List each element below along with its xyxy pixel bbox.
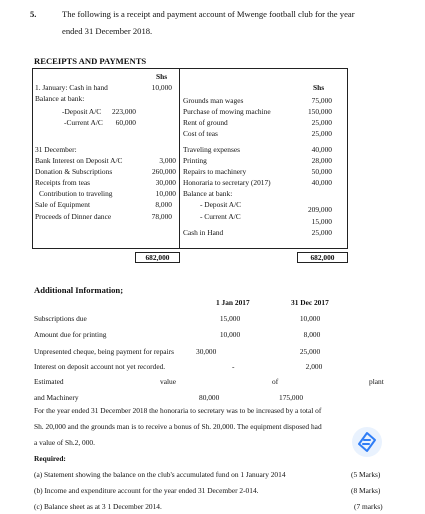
payment-label: Repairs to machinery — [183, 167, 247, 176]
question-text-line2: ended 31 December 2018. — [62, 26, 153, 36]
payment-label: Traveling expenses — [183, 145, 240, 154]
receipt-subamount: 223,000 — [111, 107, 136, 116]
receipt-label: 1. January: Cash in hand — [35, 83, 108, 92]
info-paragraph-line: For the year ended 31 December 2018 the honoraria to secretary was to be increased by a total of — [34, 406, 322, 415]
required-item-marks: (8 Marks) — [351, 486, 381, 495]
receipt-label: -Current A/C — [64, 118, 103, 127]
receipt-amount: 3,000 — [159, 156, 176, 165]
payment-label: - Deposit A/C — [200, 200, 242, 209]
receipt-amount: 8,000 — [155, 200, 172, 209]
info-value-dec: 25,000 — [299, 347, 321, 356]
receipt-amount: 10,000 — [151, 83, 172, 92]
payment-amount: 15,000 — [311, 217, 332, 226]
receipt-label: Proceeds of Dinner dance — [35, 212, 112, 221]
info-value-dec: 175,000 — [279, 393, 304, 402]
payment-label: Grounds man wages — [183, 96, 244, 105]
required-item-marks: (7 marks) — [354, 502, 383, 511]
column-header-jan: 1 Jan 2017 — [216, 298, 250, 307]
info-paragraph-line: Sh. 20,000 and the grounds man is to receive a bonus of Sh. 20,000. The equipment disposed had — [34, 422, 322, 431]
receipt-label: Receipts from teas — [35, 178, 91, 187]
estimated-word: value — [160, 377, 177, 386]
payment-amount: 40,000 — [311, 145, 332, 154]
payment-amount: 28,000 — [311, 156, 332, 165]
payment-label: Rent of ground — [183, 118, 228, 127]
receipt-subamount: 60,000 — [115, 118, 136, 127]
payment-label: Printing — [183, 156, 207, 165]
required-item-marks: (5 Marks) — [351, 470, 381, 479]
info-value-jan: 80,000 — [199, 393, 220, 402]
info-paragraph-line: a value of Sh.2, 000. — [34, 438, 95, 447]
receipt-label: Bank Interest on Deposit A/C — [35, 156, 123, 165]
receipts-currency-header: Shs — [156, 72, 168, 81]
estimated-word: of — [272, 377, 279, 386]
info-value-jan: - — [232, 362, 235, 371]
required-item-text: (b) Income and expenditure account for the year ended 31 December 2-014. — [34, 486, 259, 495]
required-item-text: (c) Balance sheet as at 3 1 December 2014. — [34, 502, 162, 511]
receipts-total: 682,000 — [145, 253, 170, 262]
payment-label: Balance at bank: — [183, 189, 233, 198]
required-title: Required: — [34, 454, 66, 463]
receipt-label: 31 December: — [35, 145, 77, 154]
info-label: Unpresented cheque, being payment for repairs — [34, 347, 174, 356]
info-value-jan: 10,000 — [219, 330, 241, 339]
payment-label: - Current A/C — [200, 212, 241, 221]
column-header-dec: 31 Dec 2017 — [291, 298, 329, 307]
receipt-amount: 30,000 — [155, 178, 176, 187]
payment-amount: 150,000 — [307, 107, 332, 116]
payment-amount: 209,000 — [307, 205, 332, 214]
estimated-word: plant — [369, 377, 384, 386]
info-value-jan: 15,000 — [219, 314, 241, 323]
info-value-jan: 30,000 — [196, 347, 217, 356]
payment-label: Honoraria to secretary (2017) — [183, 178, 271, 187]
question-number: 5. — [30, 9, 37, 19]
receipt-label: Sale of Equipment — [35, 200, 91, 209]
receipt-label: Donation & Subscriptions — [35, 167, 113, 176]
info-value-dec: 8,000 — [303, 330, 321, 339]
payment-amount: 40,000 — [311, 178, 332, 187]
info-label: Subscriptions due — [34, 314, 87, 323]
estimated-word: Estimated — [34, 377, 64, 386]
info-label: Interest on deposit account not yet recorded. — [34, 362, 166, 371]
section-title: RECEIPTS AND PAYMENTS — [34, 56, 147, 66]
payment-amount: 50,000 — [311, 167, 332, 176]
info-value-dec: 10,000 — [299, 314, 321, 323]
receipt-label: Balance at bank: — [35, 94, 85, 103]
payment-amount: 25,000 — [311, 129, 332, 138]
payment-amount: 75,000 — [311, 96, 332, 105]
payment-label: Cost of teas — [183, 129, 218, 138]
payments-total: 682,000 — [310, 253, 335, 262]
receipt-amount: 260,000 — [151, 167, 176, 176]
receipt-label: Contribution to traveling — [39, 189, 113, 198]
info-label: and Machinery — [34, 393, 79, 402]
info-value-dec: 2,000 — [305, 362, 323, 371]
payment-label: Cash in Hand — [183, 228, 224, 237]
question-text-line1: The following is a receipt and payment account of Mwenge football club for the year — [62, 9, 355, 19]
receipt-amount: 10,000 — [155, 189, 176, 198]
receipt-label: -Deposit A/C — [62, 107, 102, 116]
payment-amount: 25,000 — [311, 228, 332, 237]
payment-label: Purchase of mowing machine — [183, 107, 271, 116]
receipt-amount: 78,000 — [151, 212, 172, 221]
watermark-logo-icon — [352, 427, 382, 457]
payments-currency-header: Shs — [313, 83, 325, 92]
required-item-text: (a) Statement showing the balance on the club's accumulated fund on 1 January 2014 — [34, 470, 286, 479]
info-label: Amount due for printing — [34, 330, 107, 339]
payment-amount: 25,000 — [311, 118, 332, 127]
additional-info-title: Additional Information; — [34, 285, 124, 295]
